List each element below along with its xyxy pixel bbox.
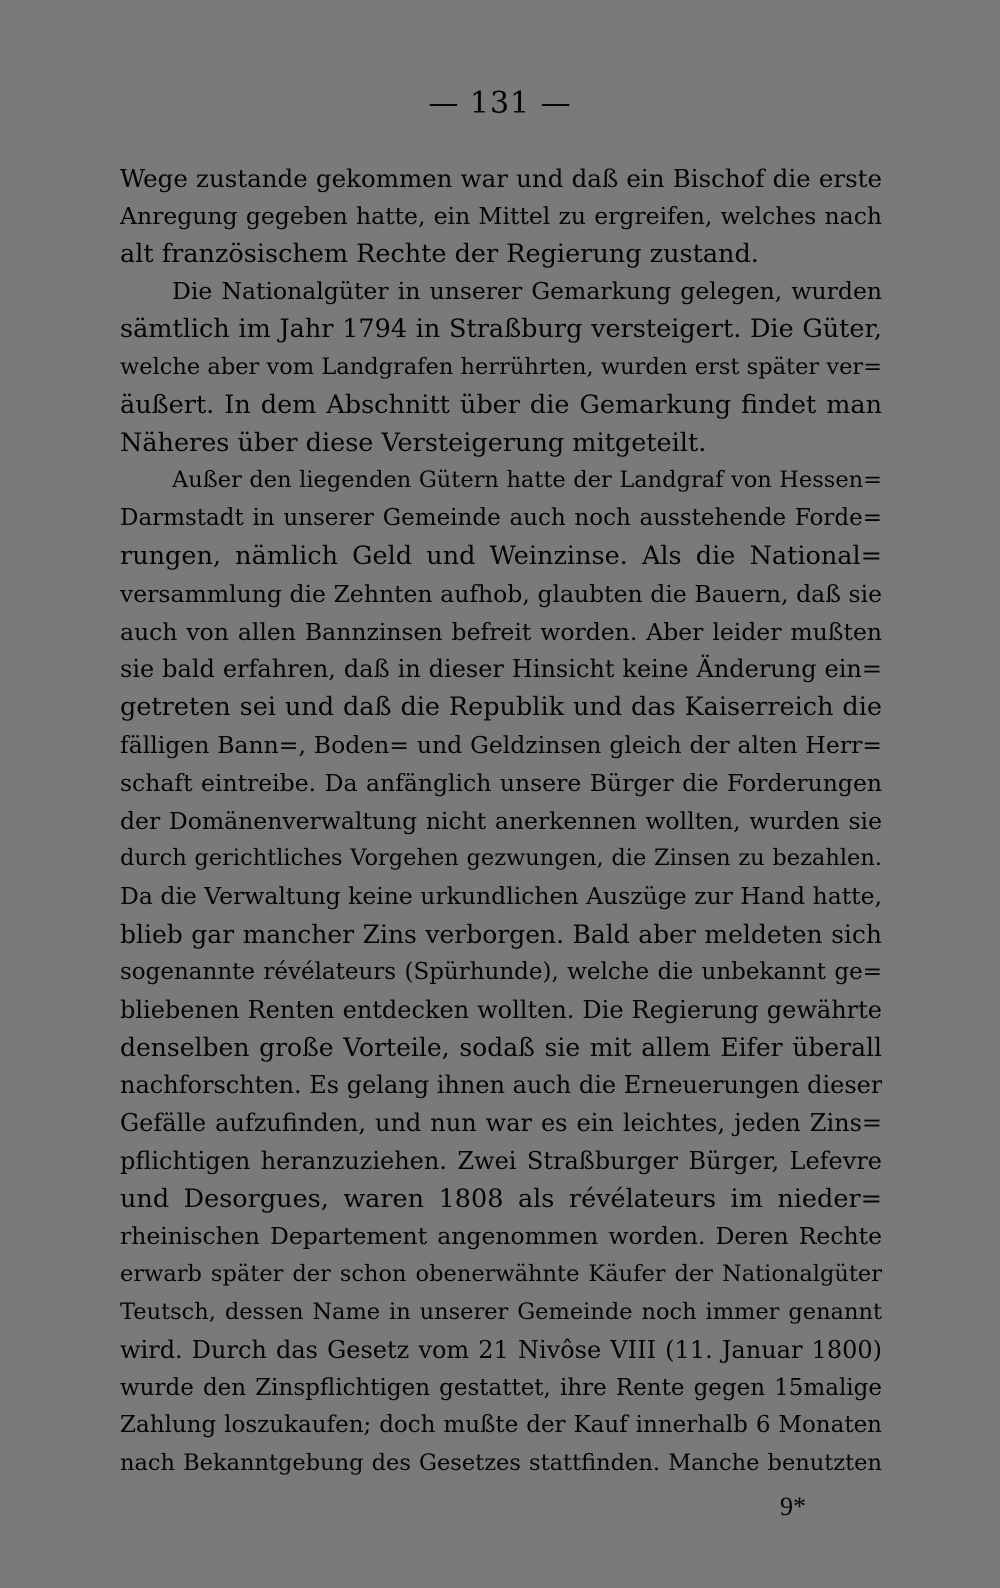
text-line: fälligen Bann=, Boden= und Geldzinsen gleich der alten Herr= xyxy=(120,730,882,759)
text-line: Näheres über diese Versteigerung mitgeteilt. xyxy=(120,427,707,458)
text-line: Zahlung loszukaufen; doch mußte der Kauf innerhalb 6 Monaten xyxy=(120,1412,882,1439)
text-line: Anregung gegeben hatte, ein Mittel zu ergreifen, welches nach xyxy=(120,201,882,230)
text-line: versammlung die Zehnten aufhob, glaubten die Bauern, daß sie xyxy=(120,579,882,608)
text-line: bliebenen Renten entdecken wollten. Die Regierung gewährte xyxy=(120,995,882,1024)
text-line: der Domänenverwaltung nicht anerkennen wollten, wurden sie xyxy=(120,806,882,835)
body-text xyxy=(120,160,882,1483)
text-line: rungen, nämlich Geld und Weinzinse. Als die National= xyxy=(120,540,882,571)
text-line: getreten sei und daß die Republik und das Kaiserreich die xyxy=(120,692,882,723)
text-line: sogenannte révélateurs (Spürhunde), welche die unbekannt ge= xyxy=(120,958,882,985)
text-line: alt französischem Rechte der Regierung zustand. xyxy=(120,238,759,269)
text-line: nachforschten. Es gelang ihnen auch die Erneuerungen dieser xyxy=(120,1071,882,1100)
text-line: denselben große Vorteile, sodaß sie mit allem Eifer überall xyxy=(120,1033,882,1063)
text-line: sie bald erfahren, daß in dieser Hinsicht keine Änderung ein= xyxy=(120,655,882,684)
text-line: Teutsch, dessen Name in unserer Gemeinde noch immer genannt xyxy=(120,1298,882,1325)
text-line: schaft eintreibe. Da anfänglich unsere Bürger die Forderungen xyxy=(120,768,882,797)
page-number: — 131 — xyxy=(428,86,572,121)
text-line: rheinischen Departement angenommen worden. Deren Rechte xyxy=(120,1222,882,1251)
text-line: Darmstadt in unserer Gemeinde auch noch ausstehende Forde= xyxy=(120,505,882,532)
text-line: und Desorgues, waren 1808 als révélateurs im nieder= xyxy=(120,1183,882,1214)
text-line: Da die Verwaltung keine urkundlichen Auszüge zur Hand hatte, xyxy=(120,882,882,911)
text-line: sämtlich im Jahr 1794 in Straßburg versteigert. Die Güter, xyxy=(120,314,882,345)
signature-mark: 9* xyxy=(780,1492,806,1521)
text-line: welche aber vom Landgrafen herrührten, wurden erst später ver= xyxy=(120,353,882,380)
text-line: Gefälle aufzufinden, und nun war es ein leichtes, jeden Zins= xyxy=(120,1108,882,1137)
text-line: Wege zustande gekommen war und daß ein Bischof die erste xyxy=(120,164,882,193)
text-line: blieb gar mancher Zins verborgen. Bald aber meldeten sich xyxy=(120,919,882,949)
text-line: durch gerichtliches Vorgehen gezwungen, die Zinsen zu bezahlen. xyxy=(120,845,882,872)
text-line: erwarb später der schon obenerwähnte Käufer der Nationalgüter xyxy=(120,1261,882,1288)
text-line: äußert. In dem Abschnitt über die Gemarkung findet man xyxy=(120,389,882,420)
text-line: pflichtigen heranzuziehen. Zwei Straßburger Bürger, Lefevre xyxy=(120,1146,882,1175)
text-line: wurde den Zinspflichtigen gestattet, ihre Rente gegen 15malige xyxy=(120,1374,882,1401)
text-line: nach Bekanntgebung des Gesetzes stattfinden. Manche benutzten xyxy=(120,1450,882,1477)
text-line: Außer den liegenden Gütern hatte der Landgraf von Hessen= xyxy=(172,467,882,494)
text-line: Die Nationalgüter in unserer Gemarkung gelegen, wurden xyxy=(172,277,882,306)
text-line: wird. Durch das Gesetz vom 21 Nivôse VIII (11. Januar 1800) xyxy=(120,1335,882,1364)
text-line: auch von allen Bannzinsen befreit worden. Aber leider mußten xyxy=(120,617,882,646)
